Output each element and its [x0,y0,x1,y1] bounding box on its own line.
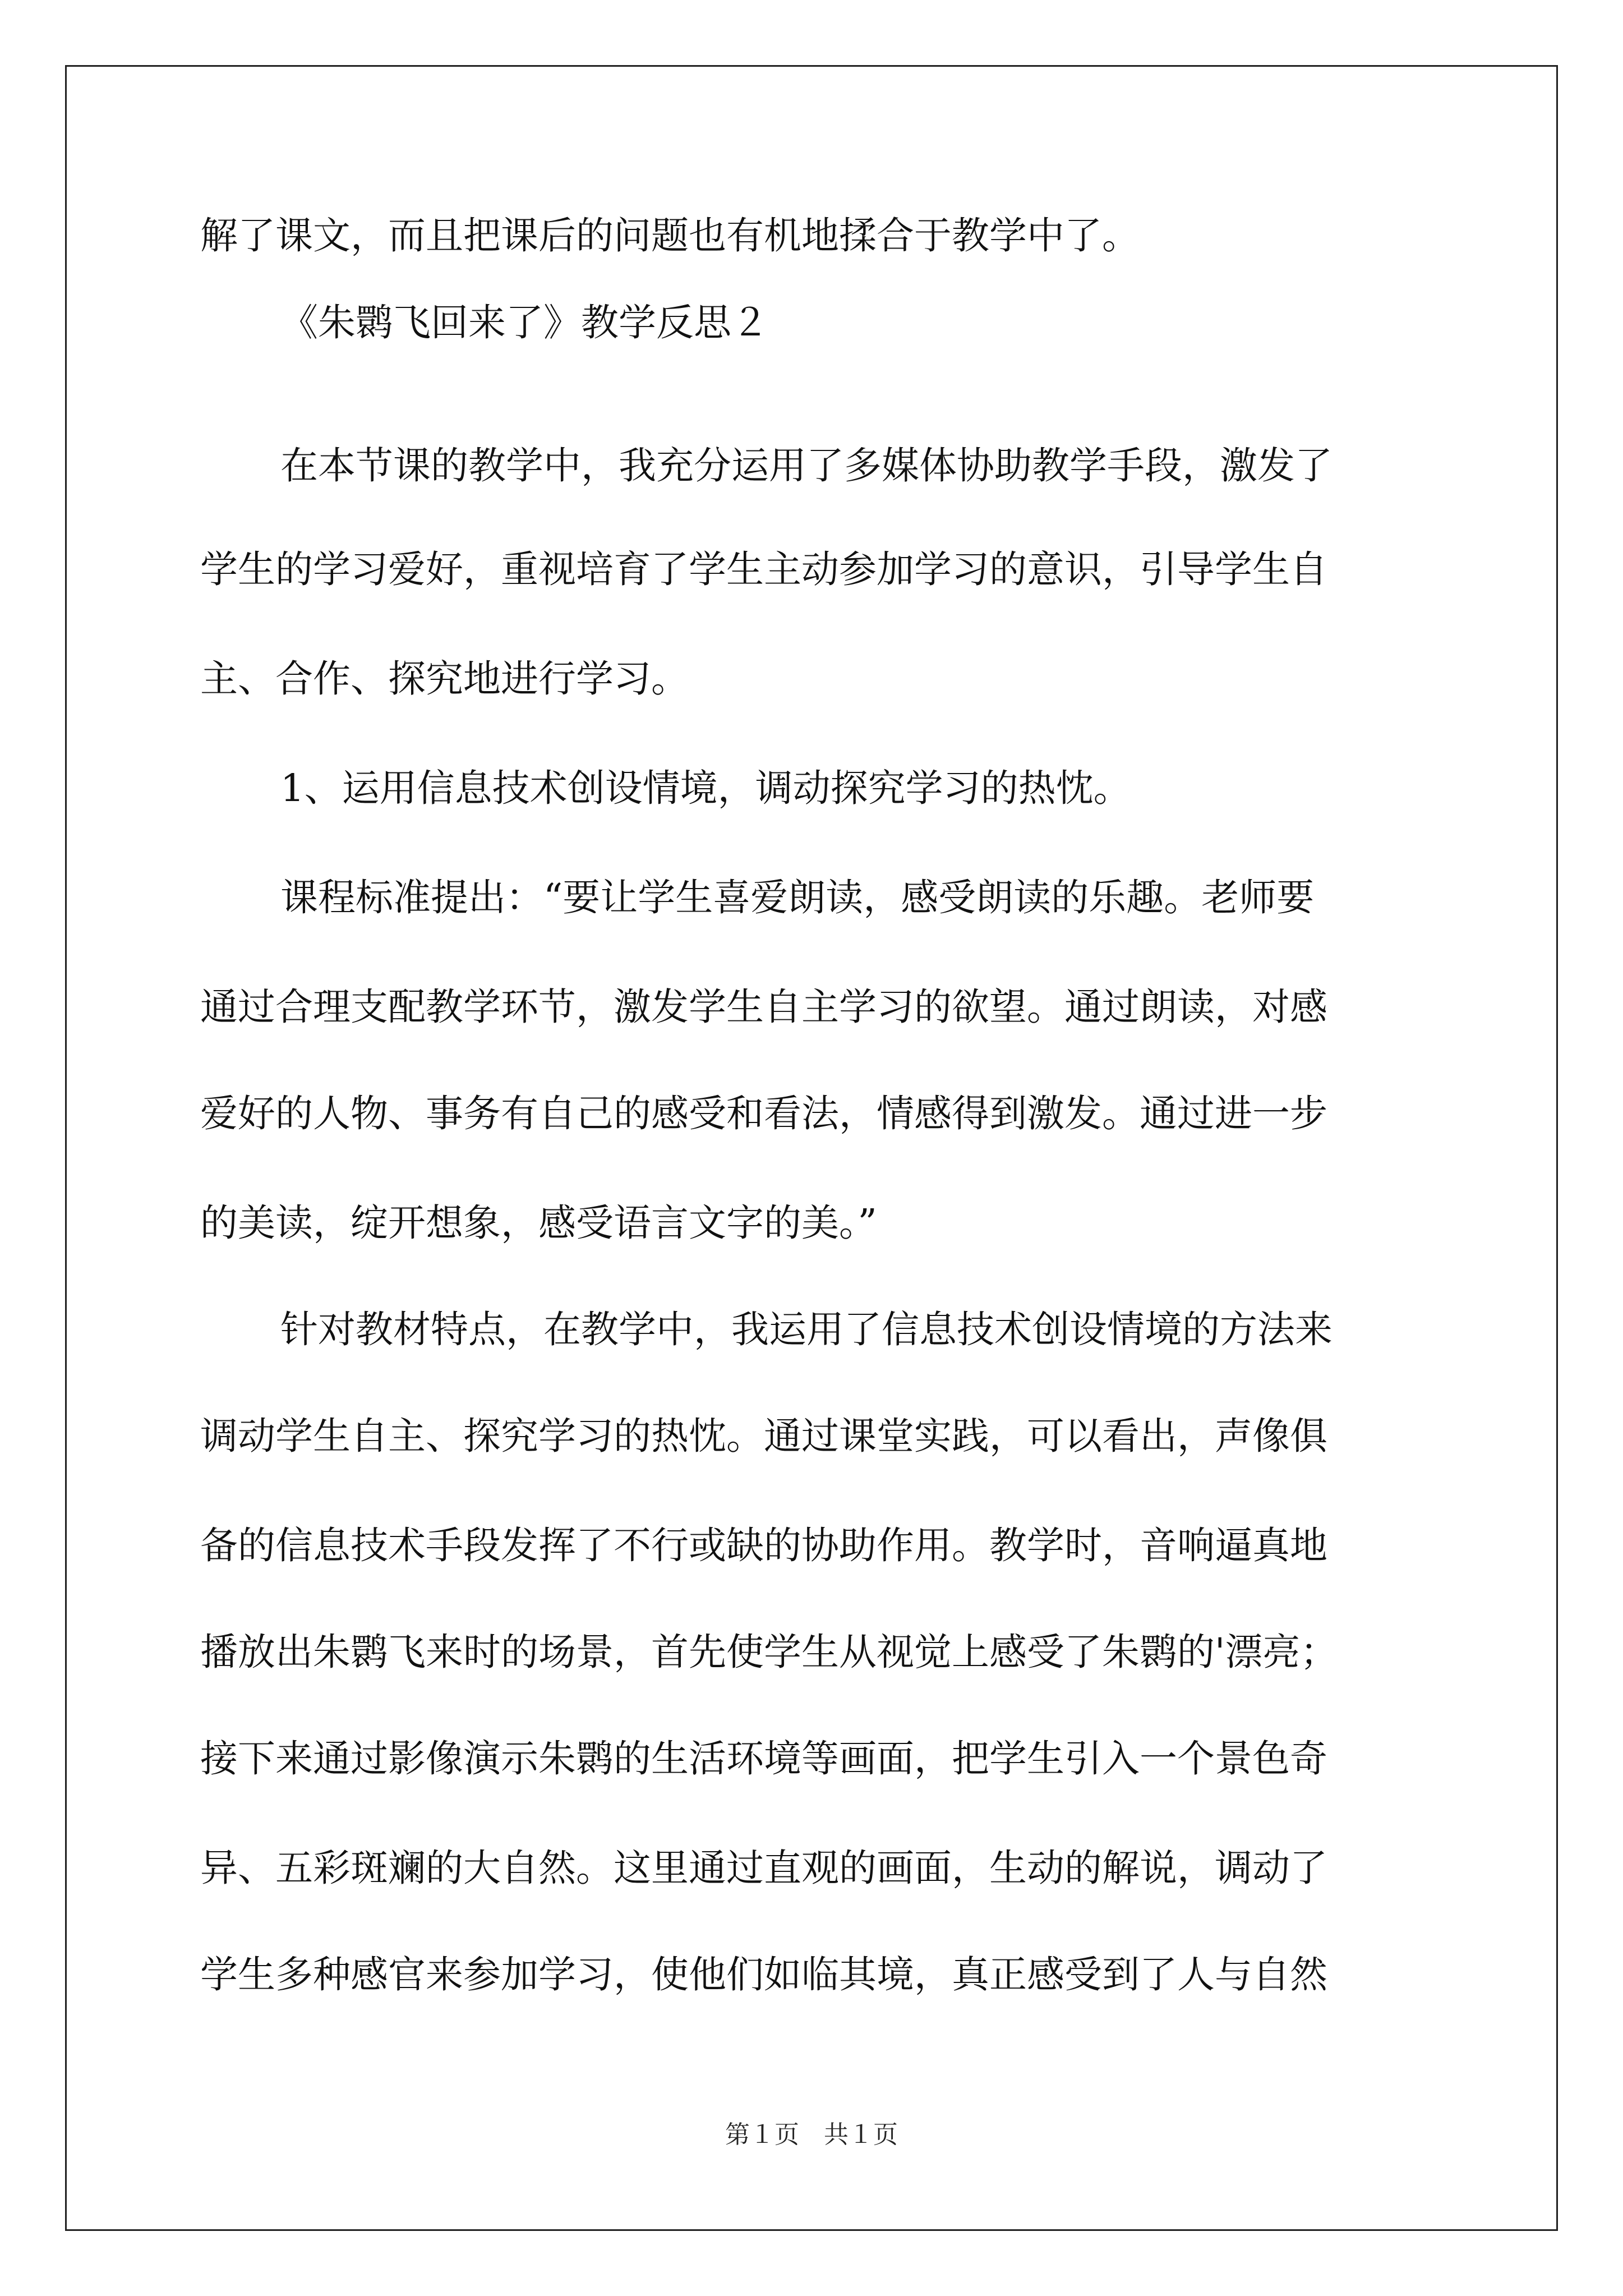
text-line: 在本节课的教学中，我充分运用了多媒体协助教学手段，激发了 [280,444,1332,487]
text-line: 通过合理支配教学环节，激发学生自主学习的欲望。通过朗读，对感 [200,985,1327,1029]
text-line: 备的信息技术手段发挥了不行或缺的协助作用。教学时，音响逼真地 [200,1524,1327,1567]
text-line: 异、五彩斑斓的大自然。这里通过直观的画面，生动的解说，调动了 [200,1846,1327,1890]
text-line: 调动学生自主、探究学习的热忱。通过课堂实践，可以看出，声像俱 [200,1414,1327,1458]
text-line: 主、合作、探究地进行学习。 [200,657,689,701]
text-line: 的美读，绽开想象，感受语言文字的美。” [200,1201,877,1245]
text-line: 1、运用信息技术创设情境，调动探究学习的热忱。 [280,766,1131,810]
text-line: 播放出朱鹮飞来时的场景，首先使学生从视觉上感受了朱鹮的'漂亮； [200,1630,1338,1674]
text-line: 学生的学习爱好，重视培育了学生主动参加学习的意识，引导学生自 [200,547,1327,591]
text-line: 解了课文，而且把课后的问题也有机地揉合于教学中了。 [200,214,1140,257]
section-title: 《朱鹮飞回来了》教学反思２ [280,301,769,344]
text-line: 学生多种感官来参加学习，使他们如临其境，真正感受到了人与自然 [200,1953,1327,1996]
text-line: 针对教材特点，在教学中，我运用了信息技术创设情境的方法来 [280,1308,1332,1351]
text-line: 课程标准提出：“要让学生喜爱朗读，感受朗读的乐趣。老师要 [280,876,1315,919]
page-footer: 第１页 共１页 [725,2120,898,2149]
text-line: 接下来通过影像演示朱鹮的生活环境等画面，把学生引入一个景色奇 [200,1737,1327,1780]
text-line: 爱好的人物、事务有自己的感受和看法，情感得到激发。通过进一步 [200,1092,1327,1135]
